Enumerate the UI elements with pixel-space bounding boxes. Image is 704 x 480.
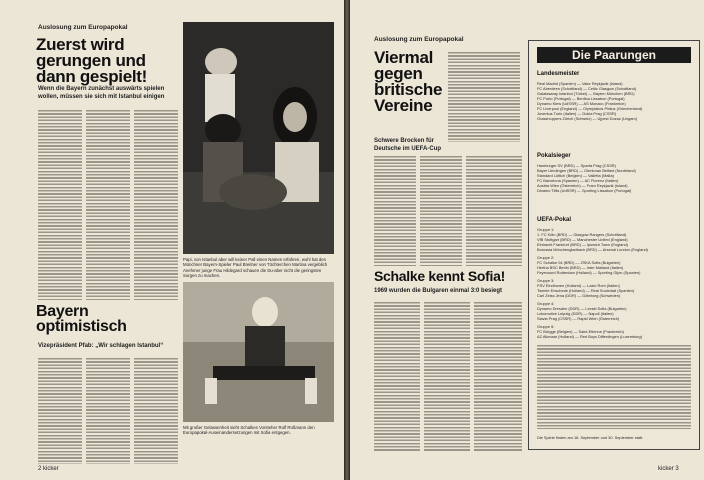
pairing-line: Dynamo Kiew (UdSSR) — AS Monaco (Frankreich) [537,101,626,106]
pairings-box [528,40,700,450]
right-deck-2: 1969 wurden die Bulgaren einmal 3:0 besiegt [374,288,503,294]
left-text-col-5 [86,358,130,464]
pairing-line: AZ Alkmaar (Holland) — Red Boys Differdingen (Luxemburg) [537,334,643,339]
pairing-line: Hamburger SV (BRD) — Sparta Prag (CSSR) [537,163,616,168]
pairing-line: Gruppe 2: [537,255,555,260]
pairing-line: Feyenoord Rotterdam (Holland) — Sporting Gijon (Spanien) [537,270,641,275]
left-text-col-3 [134,110,178,300]
pairing-line: Hertha BSC Berlin (BRD) — Inter Mailand (Italien) [537,265,624,270]
left-headline: Zuerst wird gerungen und dann gespielt! [36,35,148,87]
pairing-line: Lokomotive Leipzig (DDR) — Napoli (Italien) [537,311,614,316]
left-text-col-6 [134,358,178,464]
right-text-col-6 [424,302,470,452]
pairing-line: Gruppe 1: [537,227,555,232]
right-headline: Viermal gegen britische Vereine [374,48,443,116]
pairing-line: Juventus Turin (Italien) — Dukla Prag (CSSR) [537,111,617,116]
pairing-line: Bayer Uerdingen (BRD) — Glentoran Belfast (Nordirland) [537,168,636,173]
pairing-line: Galatasaray Istanbul (Türkei) — Bayern München (BRD) [537,91,635,96]
left-text-col-1 [38,110,82,300]
family-photo-caption: Papi, von Istanbul aber will keiner Pall einen Namen erfahren, wohl hat den Münchner Bayern-Spieler Paul Breitner von Töchterchen Martina vergeblich Anehmer junge Frau Hildegard schauen die Du-aber nicht die geringsten Sorgen zu machen. [183,257,328,279]
left-deck: Wenn die Bayern zunächst auswärts spielen wollen, müssen sie sich mit Istanbul einigen [38,86,165,100]
family-photo [183,22,334,254]
section-title: Landesmeister [537,71,580,77]
pairing-line: FC Porto (Portugal) — Benfica Lissabon (Portugal) [537,96,625,101]
pairing-line: VfB Stuttgart (BRD) — Manchester United (England) [537,237,628,242]
pairing-line: Dinamo Tiflis (UdSSR) — Sporting Lissabon (Portugal) [537,188,632,193]
pairing-line: Slavia Prag (CSSR) — Rapid Wien (Österreich) [537,316,620,321]
pairing-line: FC Liverpool (England) — Olympiakos Piräus (Griechenland) [537,106,643,111]
left-deck-2: Vizepräsident Pfab: „Wir schlagen Istanbul“ [38,343,164,349]
left-page [0,0,344,480]
player-photo-caption: Mit großer Gelassenheit sieht Schalkes Vorsteher Rolf Rüßmann den Europapokal-Auseinandersetzungen mit Sofia entgegen. [183,425,315,436]
section-title: Pokalsieger [537,153,571,159]
pairing-line: Austria Wien (Österreich) — Fram Reykjavik (Island) [537,183,628,188]
pairing-line: PSV Eindhoven (Holland) — Lazio Rom (Italien) [537,283,620,288]
pairing-line: Gruppe 3: [537,278,555,283]
right-headline-2: Schalke kennt Sofia! [374,268,505,284]
pairings-more-lines [537,345,691,429]
right-text-col-3 [448,52,520,142]
pairing-line: Standard Lüttich (Belgien) — Valletta (Malta) [537,173,614,178]
pairing-line: Twente Enschede (Holland) — Real Sociedad (Spanien) [537,288,635,293]
pairing-line: Gruppe 4: [537,301,555,306]
pairing-line: FC Aberdeen (Schottland) — Celtic Glasgow (Schottland) [537,86,637,91]
right-text-col-5 [374,302,420,452]
left-headline-2: Bayern optimistisch [36,303,127,336]
section-title: UEFA-Pokal [537,217,572,223]
right-kicker: Auslosung zum Europapokal [374,36,464,43]
pairing-line: FC Schalke 04 (BRD) — ZSKA Sofia (Bulgarien) [537,260,621,265]
left-kicker: Auslosung zum Europapokal [38,24,128,31]
right-text-col-1 [374,156,416,266]
pairing-line: FC Barcelona (Spanien) — AC Florenz (Italien) [537,178,619,183]
right-text-col-4 [466,156,522,266]
pairing-line: Dynamo Dresden (DDR) — Levski Sofia (Bulgarien) [537,306,627,311]
pairings-footnote: Die Spiele finden am 16. September und 30. September statt. [537,435,644,440]
right-text-col-2 [420,156,462,266]
right-folio: kicker 3 [658,466,679,472]
pairing-line: Carl Zeiss Jena (DDR) — Göteborg (Schweden) [537,293,621,298]
pairing-line: Real Madrid (Spanien) — Valur Reykjavik (Island) [537,81,623,86]
right-page [350,0,704,480]
pairing-line: Gruppe 5: [537,324,555,329]
left-text-col-2 [86,110,130,300]
pairing-line: 1. FC Köln (BRD) — Glasgow Rangers (Schottland) [537,232,627,237]
player-photo [183,282,334,422]
right-deck: Schwere Brocken für Deutsche im UEFA-Cup [374,138,442,152]
pairings-title: Die Paarungen [537,47,691,63]
pairing-line: Borussia Mönchengladbach (BRD) — Arsenal London (England) [537,247,648,252]
pairing-line: Grasshoppers Zürich (Schweiz) — Ujpest Dozsa (Ungarn) [537,116,638,121]
pairing-line: Eintracht Frankfurt (BRD) — Ipswich Town (England) [537,242,628,247]
left-folio: 2 kicker [38,466,59,472]
left-text-col-4 [38,358,82,464]
pairing-line: FC Brügge (Belgien) — Saint-Etienne (Frankreich) [537,329,624,334]
right-text-col-7 [474,302,522,452]
